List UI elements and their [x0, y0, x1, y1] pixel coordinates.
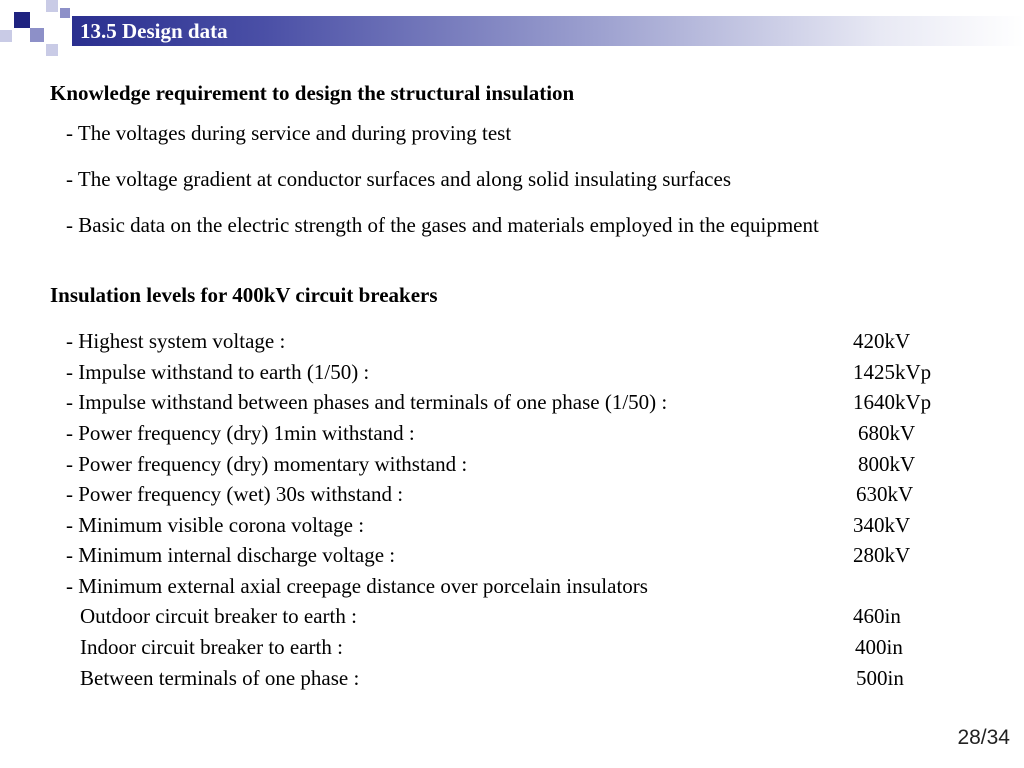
insulation-value: 500in [856, 666, 904, 690]
insulation-row [0, 450, 1024, 480]
insulation-label: - Minimum external axial creepage distance over porcelain insulators [66, 574, 648, 598]
insulation-value: 420kV [853, 329, 911, 353]
logo-square-icon [0, 30, 12, 42]
knowledge-item: - Basic data on the electric strength of the gases and materials employed in the equipment [66, 213, 819, 237]
insulation-value: 1640kVp [853, 390, 932, 414]
insulation-value: 340kV [853, 513, 911, 537]
insulation-label: - Impulse withstand between phases and terminals of one phase (1/50) : [66, 390, 668, 414]
knowledge-item: - The voltage gradient at conductor surfaces and along solid insulating surfaces [66, 167, 731, 191]
insulation-value: 680kV [858, 421, 916, 445]
insulation-row [0, 541, 1024, 571]
slide-logo [0, 0, 80, 60]
insulation-label: Outdoor circuit breaker to earth : [80, 604, 357, 628]
insulation-heading: Insulation levels for 400kV circuit breakers [50, 283, 438, 307]
logo-square-icon [60, 8, 70, 18]
insulation-value: 280kV [853, 543, 911, 567]
insulation-label: - Minimum internal discharge voltage : [66, 543, 396, 567]
insulation-row [0, 388, 1024, 418]
insulation-row [0, 327, 1024, 357]
insulation-label: - Power frequency (wet) 30s withstand : [66, 482, 404, 506]
insulation-value: 460in [853, 604, 901, 628]
insulation-label: - Minimum visible corona voltage : [66, 513, 365, 537]
logo-square-icon [46, 0, 58, 12]
insulation-value: 630kV [856, 482, 914, 506]
insulation-label: Indoor circuit breaker to earth : [80, 635, 343, 659]
insulation-value: 400in [855, 635, 903, 659]
insulation-row [0, 358, 1024, 388]
insulation-row [0, 664, 1024, 694]
insulation-row [0, 633, 1024, 663]
logo-square-icon [30, 28, 44, 42]
insulation-row [0, 511, 1024, 541]
insulation-label: Between terminals of one phase : [80, 666, 360, 690]
insulation-label: - Power frequency (dry) momentary withstand : [66, 452, 468, 476]
insulation-value: 800kV [858, 452, 916, 476]
logo-square-icon [46, 44, 58, 56]
insulation-row [0, 480, 1024, 510]
slide-title: 13.5 Design data [80, 19, 228, 43]
insulation-row [0, 572, 1024, 602]
page-number: 28/34 [957, 726, 1010, 749]
insulation-row [0, 419, 1024, 449]
knowledge-heading: Knowledge requirement to design the structural insulation [50, 81, 575, 105]
insulation-value: 1425kVp [853, 360, 932, 384]
insulation-label: - Highest system voltage : [66, 329, 286, 353]
insulation-label: - Impulse withstand to earth (1/50) : [66, 360, 370, 384]
insulation-row [0, 602, 1024, 632]
logo-square-icon [14, 12, 30, 28]
insulation-label: - Power frequency (dry) 1min withstand : [66, 421, 415, 445]
knowledge-item: - The voltages during service and during proving test [66, 121, 512, 145]
